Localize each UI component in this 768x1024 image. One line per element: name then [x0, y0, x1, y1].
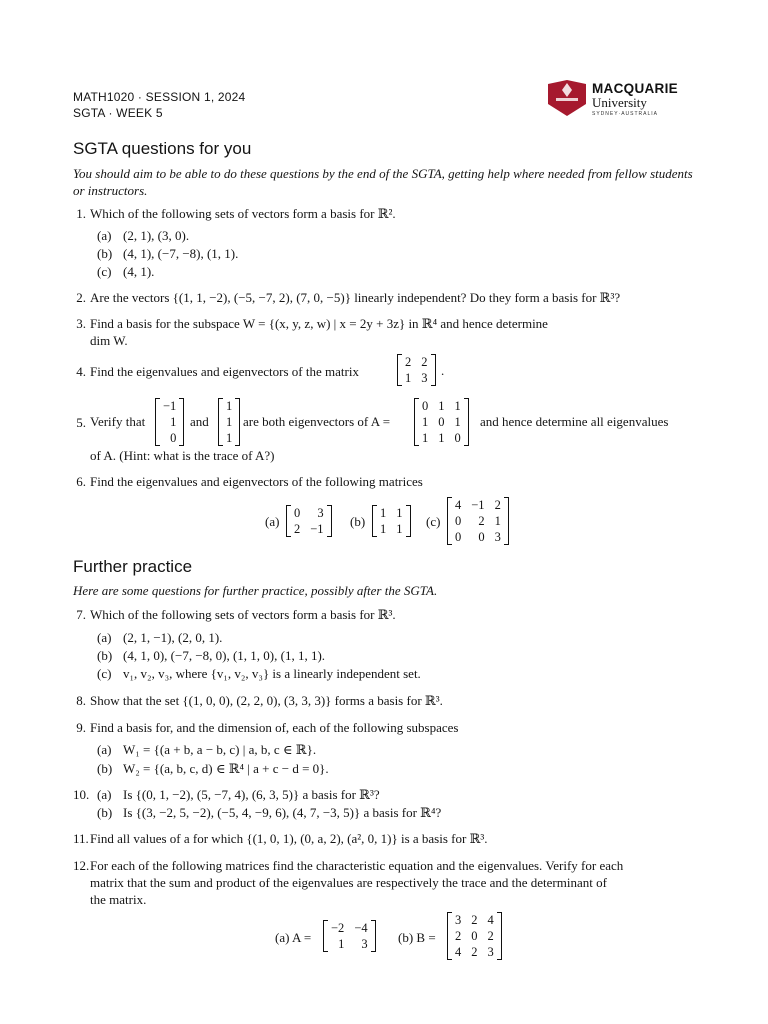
question-text: Find the eigenvalues and eigenvectors of the following matrices [90, 474, 423, 489]
week-line: SGTA · WEEK 5 [73, 106, 163, 120]
matrix-entry: 1 [454, 415, 461, 429]
matrix-entry: 4 [455, 945, 462, 959]
question-number: 3. [76, 316, 86, 331]
logo-subtitle: University [592, 95, 647, 110]
question-7 [73, 606, 701, 686]
matrix-entry: 3 [455, 913, 462, 927]
matrix-entry: 4 [455, 498, 462, 512]
matrix-entry: 1 [226, 431, 233, 445]
matrix-entry: 3 [494, 530, 501, 544]
section-title-sgta: SGTA questions for you [73, 139, 252, 158]
option-c: (c) v₁, v₂, v₃, where {v₁, v₂, v₃} is a linearly independent set. [97, 666, 421, 681]
vector-1 [155, 398, 184, 446]
q6-label-a: (a) [265, 514, 280, 529]
matrix-entry: 0 [170, 431, 177, 445]
matrix-A [414, 398, 469, 446]
q5-text-2: and [190, 414, 209, 429]
matrix-q6c [447, 497, 509, 545]
section-intro-further: Here are some questions for further practice, possibly after the SGTA. [73, 583, 438, 598]
option-a: (a) Is {(0, 1, −2), (5, −7, 4), (6, 3, 5)} a basis for ℝ³? [97, 787, 380, 802]
matrix-entry: 2 [421, 355, 428, 369]
question-text: Show that the set {(1, 0, 0), (2, 2, 0), (3, 3, 3)} forms a basis for ℝ³. [90, 693, 443, 708]
q12-label-a: (a) A = [275, 930, 312, 945]
matrix-entry: 1 [396, 506, 403, 520]
q5-text-1: Verify that [90, 414, 146, 429]
matrix-entry: 1 [422, 431, 429, 445]
matrix-entry: −1 [310, 522, 324, 536]
matrix-q4 [397, 354, 436, 386]
question-text: Find the eigenvalues and eigenvectors of the matrix [90, 364, 359, 379]
matrix-entry: −1 [163, 399, 177, 413]
q5-text-5: of A. (Hint: what is the trace of A?) [90, 448, 275, 463]
question-10 [73, 786, 701, 826]
matrix-entry: 1 [454, 399, 461, 413]
matrix-entry: 1 [380, 522, 387, 536]
matrix-entry: 2 [405, 355, 412, 369]
question-number: 2. [76, 290, 86, 305]
q6-label-b: (b) [350, 514, 366, 529]
matrix-q6a [286, 505, 332, 537]
matrix-entry: 4 [487, 913, 494, 927]
matrix-entry: 1 [338, 937, 345, 951]
question-text: Which of the following sets of vectors form a basis for ℝ². [90, 206, 396, 221]
course-line: MATH1020 · SESSION 1, 2024 [73, 90, 246, 104]
matrix-entry: 1 [494, 514, 501, 528]
question-text: Find all values of a for which {(1, 0, 1), (0, a, 2), (a², 0, 1)} is a basis for ℝ³. [90, 831, 488, 846]
matrix-entry: 0 [294, 506, 301, 520]
matrix-entry: 0 [454, 431, 461, 445]
question-9 [73, 719, 701, 779]
matrix-q12a [323, 920, 376, 952]
matrix-entry: −4 [354, 921, 368, 935]
question-text-2: dim W. [90, 333, 128, 348]
option-b: (b) (4, 1), (−7, −8), (1, 1). [97, 246, 239, 261]
course-header [73, 89, 245, 121]
vector-2 [218, 398, 240, 446]
question-text: Which of the following sets of vectors form a basis for ℝ³. [90, 607, 396, 622]
matrix-entry: 2 [471, 945, 478, 959]
logo-title: MACQUARIE [592, 81, 678, 96]
question-number: 4. [76, 364, 86, 379]
university-crest-icon [548, 80, 586, 116]
matrix-entry: 1 [422, 415, 429, 429]
matrix-entry: 1 [438, 431, 445, 445]
question-text-1: For each of the following matrices find the characteristic equation and the eigenvalues. Verify for each [90, 858, 624, 873]
matrix-entry: 1 [170, 415, 177, 429]
q5-text-3: are both eigenvectors of A = [243, 414, 391, 429]
matrix-entry: 3 [317, 506, 324, 520]
matrix-entry: 3 [421, 371, 428, 385]
matrix-entry: 0 [438, 415, 445, 429]
matrix-entry: 1 [438, 399, 445, 413]
matrix-entry: −1 [471, 498, 485, 512]
matrix-entry: 2 [294, 522, 301, 536]
matrix-entry: 0 [471, 929, 478, 943]
option-a: (a) (2, 1, −1), (2, 0, 1). [97, 630, 223, 645]
matrix-entries [402, 354, 431, 386]
question-number: 11. [73, 831, 89, 846]
question-number: 7. [76, 607, 86, 622]
logo-tagline: SYDNEY·AUSTRALIA [592, 111, 659, 117]
question-text-2: matrix that the sum and product of the eigenvalues are respectively the trace and the determinant of [90, 875, 607, 890]
matrix-entry: 0 [455, 530, 462, 544]
q6-label-c: (c) [426, 514, 441, 529]
section-intro-sgta: You should aim to be able to do these questions by the end of the SGTA, getting help where needed from fellow students or instructors. [73, 166, 693, 198]
question-number: 6. [76, 474, 86, 489]
matrix-entry: 2 [455, 929, 462, 943]
matrix-q12b [447, 912, 502, 960]
matrix-entry: 0 [478, 530, 485, 544]
matrix-entry: 3 [361, 937, 368, 951]
question-text: Are the vectors {(1, 1, −2), (−5, −7, 2), (7, 0, −5)} linearly independent? Do they form a basis for ℝ³? [90, 290, 621, 305]
question-12 [73, 857, 701, 909]
option-b: (b) W₂ = {(a, b, c, d) ∈ ℝ⁴ | a + c − d = 0}. [97, 761, 329, 776]
matrix-entry: 2 [494, 498, 501, 512]
section-title-further: Further practice [73, 557, 193, 576]
question-number: 9. [76, 720, 86, 735]
q5-text-4: and hence determine all eigenvalues [480, 414, 669, 429]
question-number: 8. [76, 693, 86, 708]
matrix-q6b [372, 505, 411, 537]
option-b: (b) (4, 1, 0), (−7, −8, 0), (1, 1, 0), (1, 1, 1). [97, 648, 326, 663]
question-text: Find a basis for the subspace W = {(x, y, z, w) | x = 2y + 3z} in ℝ⁴ and hence determine [90, 316, 548, 331]
question-text-3: the matrix. [90, 892, 147, 907]
option-a: (a) W₁ = {(a + b, a − b, c) | a, b, c ∈ ℝ}. [97, 742, 317, 757]
matrix-entry: 1 [396, 522, 403, 536]
matrix-entry: 2 [487, 929, 494, 943]
question-number: 10. [73, 787, 90, 802]
question-text: Find a basis for, and the dimension of, each of the following subspaces [90, 720, 459, 735]
question-number: 5. [76, 415, 86, 430]
option-c: (c) (4, 1). [97, 264, 155, 279]
matrix-entry: 3 [487, 945, 494, 959]
option-a: (a) (2, 1), (3, 0). [97, 228, 190, 243]
matrix-entry: 1 [226, 399, 233, 413]
matrix-entry: 1 [226, 415, 233, 429]
question-number: 1. [76, 206, 86, 221]
question-number: 12. [73, 858, 90, 873]
question-1 [73, 205, 701, 285]
university-logo [548, 80, 698, 120]
q12-label-b: (b) B = [398, 930, 436, 945]
matrix-entry: 1 [405, 371, 412, 385]
matrix-entry: 1 [380, 506, 387, 520]
matrix-entry: 0 [422, 399, 429, 413]
option-b: (b) Is {(3, −2, 5, −2), (−5, 4, −9, 6), (4, 7, −3, 5)} a basis for ℝ⁴? [97, 805, 442, 820]
matrix-entry: −2 [331, 921, 345, 935]
matrix-entry: 0 [455, 514, 462, 528]
matrix-entry: 2 [471, 913, 478, 927]
matrix-entry: 2 [478, 514, 485, 528]
